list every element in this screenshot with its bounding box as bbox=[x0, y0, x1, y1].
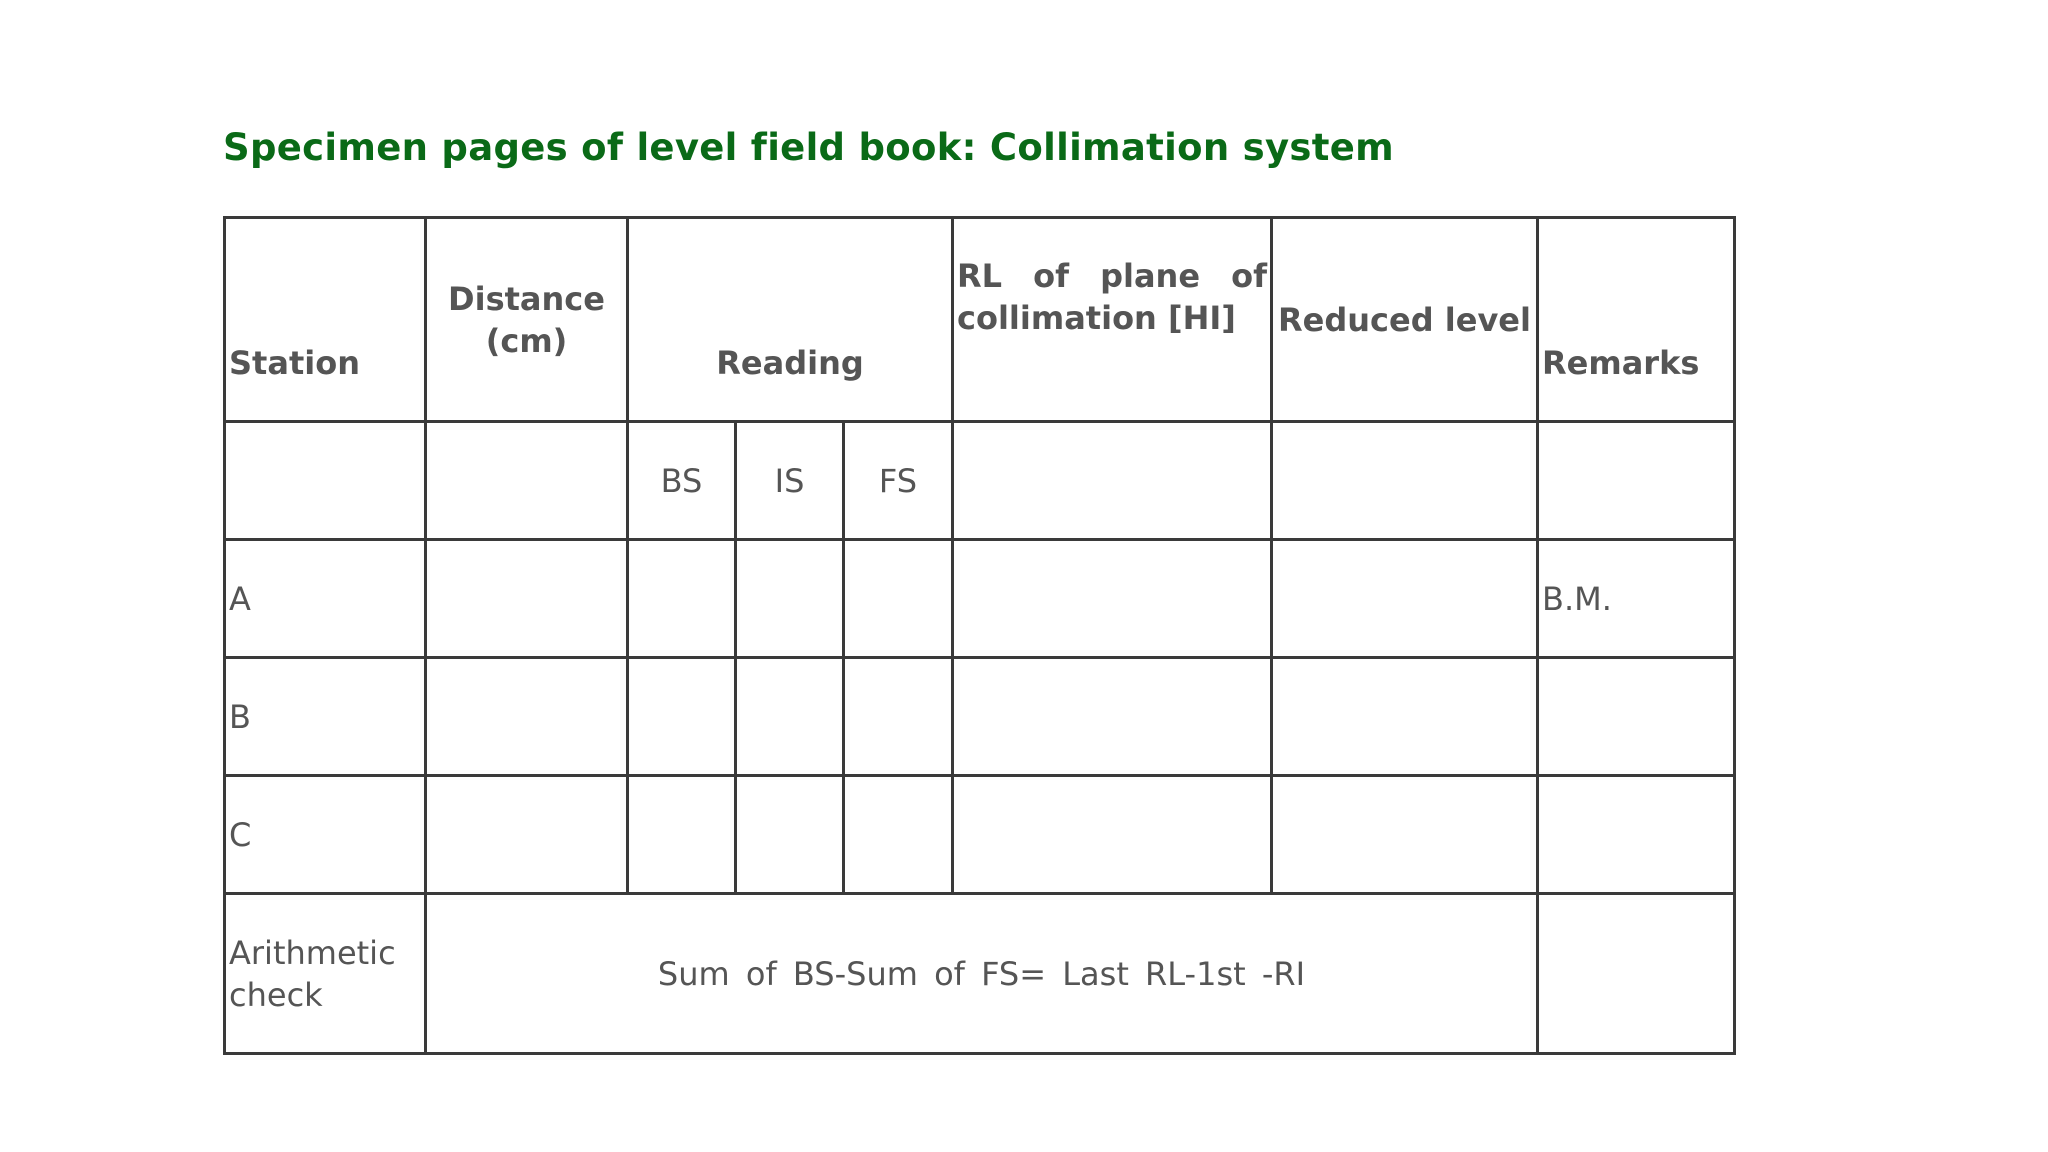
rl-cell bbox=[953, 658, 1272, 776]
rl-cell bbox=[953, 540, 1272, 658]
reduced-level-cell bbox=[1272, 658, 1538, 776]
distance-cell bbox=[426, 540, 628, 658]
distance-cell bbox=[426, 776, 628, 894]
is-cell bbox=[736, 658, 844, 776]
is-cell bbox=[736, 776, 844, 894]
bs-cell bbox=[628, 658, 736, 776]
reduced-level-cell bbox=[1272, 776, 1538, 894]
is-cell bbox=[736, 540, 844, 658]
arithmetic-check-formula: Sum of BS-Sum of FS= Last RL-1st -RI bbox=[426, 894, 1538, 1054]
subheader-rl-cell bbox=[953, 422, 1272, 540]
subheader-fs: FS bbox=[844, 422, 953, 540]
table-row bbox=[225, 776, 1735, 894]
distance-cell bbox=[426, 658, 628, 776]
remarks-cell bbox=[1538, 658, 1735, 776]
subheader-reduced-cell bbox=[1272, 422, 1538, 540]
header-reading: Reading bbox=[628, 218, 953, 422]
remarks-cell bbox=[1538, 776, 1735, 894]
subheader-remarks-cell bbox=[1538, 422, 1735, 540]
station-cell: A bbox=[225, 540, 426, 658]
header-row bbox=[225, 218, 1735, 422]
header-reduced-level: Reduced level bbox=[1272, 218, 1538, 422]
subheader-bs: BS bbox=[628, 422, 736, 540]
subheader-row bbox=[225, 422, 1735, 540]
remarks-cell: B.M. bbox=[1538, 540, 1735, 658]
subheader-station-cell bbox=[225, 422, 426, 540]
subheader-distance-cell bbox=[426, 422, 628, 540]
bs-cell bbox=[628, 776, 736, 894]
header-distance: Distance (cm) bbox=[426, 218, 628, 422]
arithmetic-check-row bbox=[225, 894, 1735, 1054]
table-row bbox=[225, 540, 1735, 658]
rl-cell bbox=[953, 776, 1272, 894]
fs-cell bbox=[844, 776, 953, 894]
arithmetic-check-label: Arithmetic check bbox=[225, 894, 426, 1054]
table-row bbox=[225, 658, 1735, 776]
level-field-book-table bbox=[223, 216, 1736, 1055]
bs-cell bbox=[628, 540, 736, 658]
header-station: Station bbox=[225, 218, 426, 422]
fs-cell bbox=[844, 540, 953, 658]
station-cell: C bbox=[225, 776, 426, 894]
header-remarks: Remarks bbox=[1538, 218, 1735, 422]
station-cell: B bbox=[225, 658, 426, 776]
reduced-level-cell bbox=[1272, 540, 1538, 658]
header-rl-plane-of-collimation: RL of plane of collimation [HI] bbox=[953, 218, 1272, 422]
arithmetic-check-remarks-cell bbox=[1538, 894, 1735, 1054]
subheader-is: IS bbox=[736, 422, 844, 540]
fs-cell bbox=[844, 658, 953, 776]
page-title: Specimen pages of level field book: Collimation system bbox=[223, 126, 1394, 169]
